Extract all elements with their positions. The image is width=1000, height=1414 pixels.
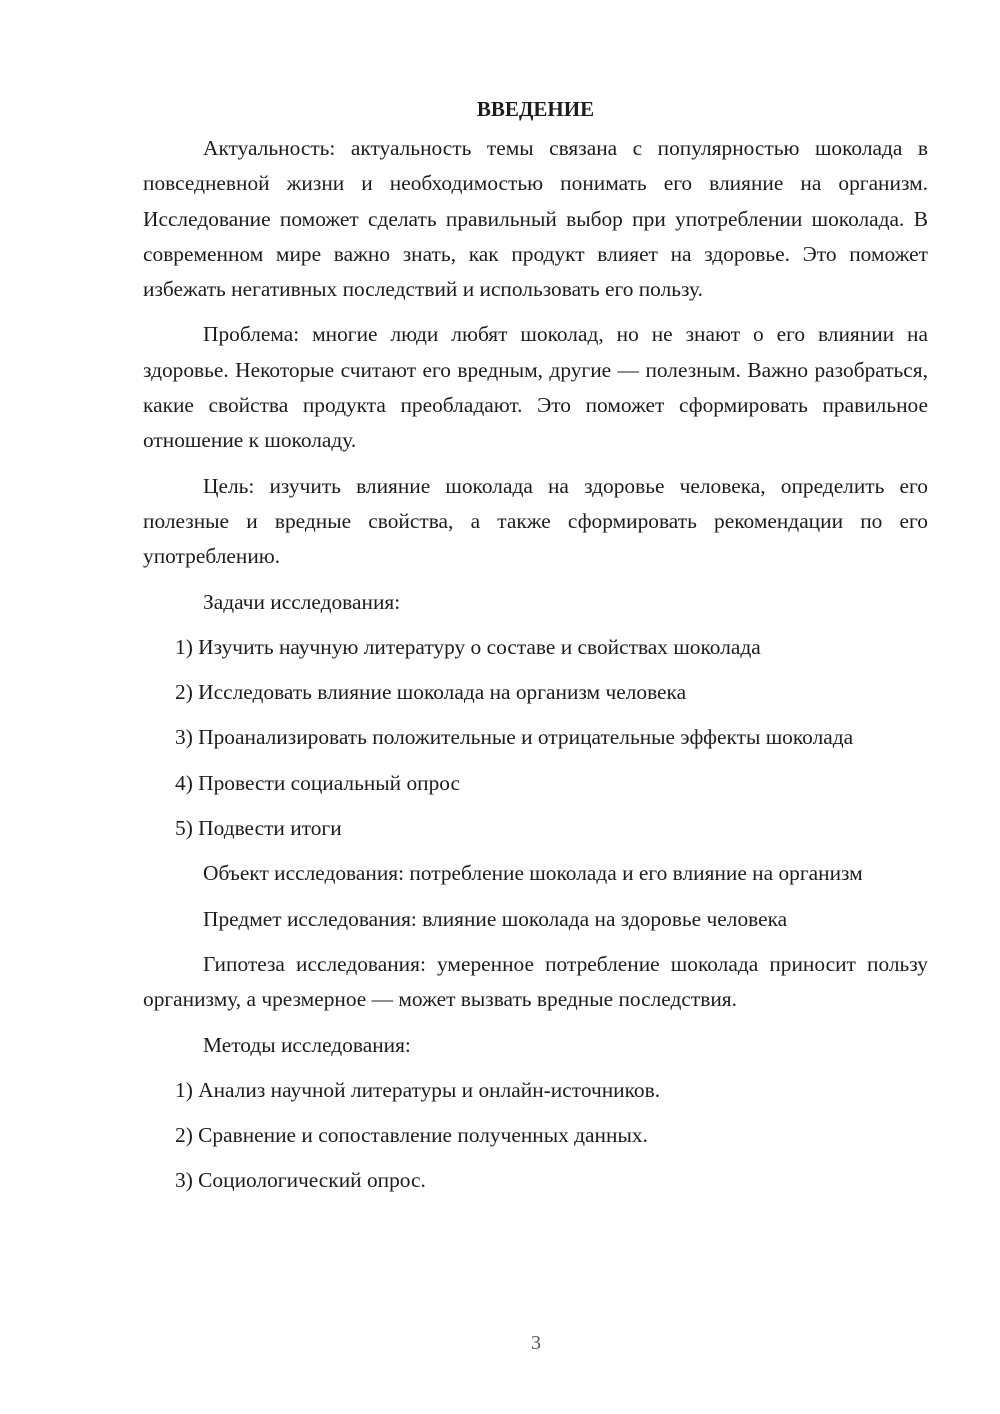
- goal-paragraph: Цель: изучить влияние шоколада на здоровье человека, определить его полезные и вредные свойства, а также сформировать рекомендации по его употреблению.: [143, 473, 928, 569]
- page-title: ВВЕДЕНИЕ: [476, 97, 595, 121]
- problem-paragraph: Проблема: многие люди любят шоколад, но не знают о его влиянии на здоровье. Некоторые считают его вредным, другие — полезным. Важно разобраться, какие свойства продукта преобладают. Это поможет сформировать правильное отношение к шоколаду.: [143, 322, 928, 453]
- document-page: [143, 92, 928, 1209]
- method-item: 3) Социологический опрос.: [175, 1168, 426, 1193]
- page-number: 3: [531, 1332, 541, 1354]
- hypothesis-paragraph: Гипотеза исследования: умеренное потребление шоколада приносит пользу организму, а чрезмерное — может вызвать вредные последствия.: [143, 951, 928, 1012]
- task-item: 1) Изучить научную литературу о составе и свойствах шоколада: [175, 634, 761, 659]
- tasks-heading: Задачи исследования:: [203, 589, 401, 614]
- relevance-paragraph: Актуальность: актуальность темы связана с популярностью шоколада в повседневной жизни и необходимостью понимать его влияние на организм. Исследование поможет сделать правильный выбор при употреблении шоколада. В современном мире важно знать, как продукт влияет на здоровье. Это поможет избежать негативных последствий и использовать его пользу.: [143, 136, 928, 302]
- object-paragraph: Объект исследования: потребление шоколада и его влияние на организм: [203, 861, 863, 886]
- subject-paragraph: Предмет исследования: влияние шоколада на здоровье человека: [203, 906, 788, 931]
- task-item: 2) Исследовать влияние шоколада на организм человека: [175, 680, 687, 705]
- task-item: 5) Подвести итоги: [175, 816, 342, 841]
- task-item: 3) Проанализировать положительные и отрицательные эффекты шоколада: [175, 725, 854, 750]
- method-item: 2) Сравнение и сопоставление полученных данных.: [175, 1123, 648, 1148]
- task-item: 4) Провести социальный опрос: [175, 770, 461, 795]
- method-item: 1) Анализ научной литературы и онлайн-источников.: [175, 1077, 661, 1102]
- methods-heading: Методы исследования:: [203, 1032, 411, 1057]
